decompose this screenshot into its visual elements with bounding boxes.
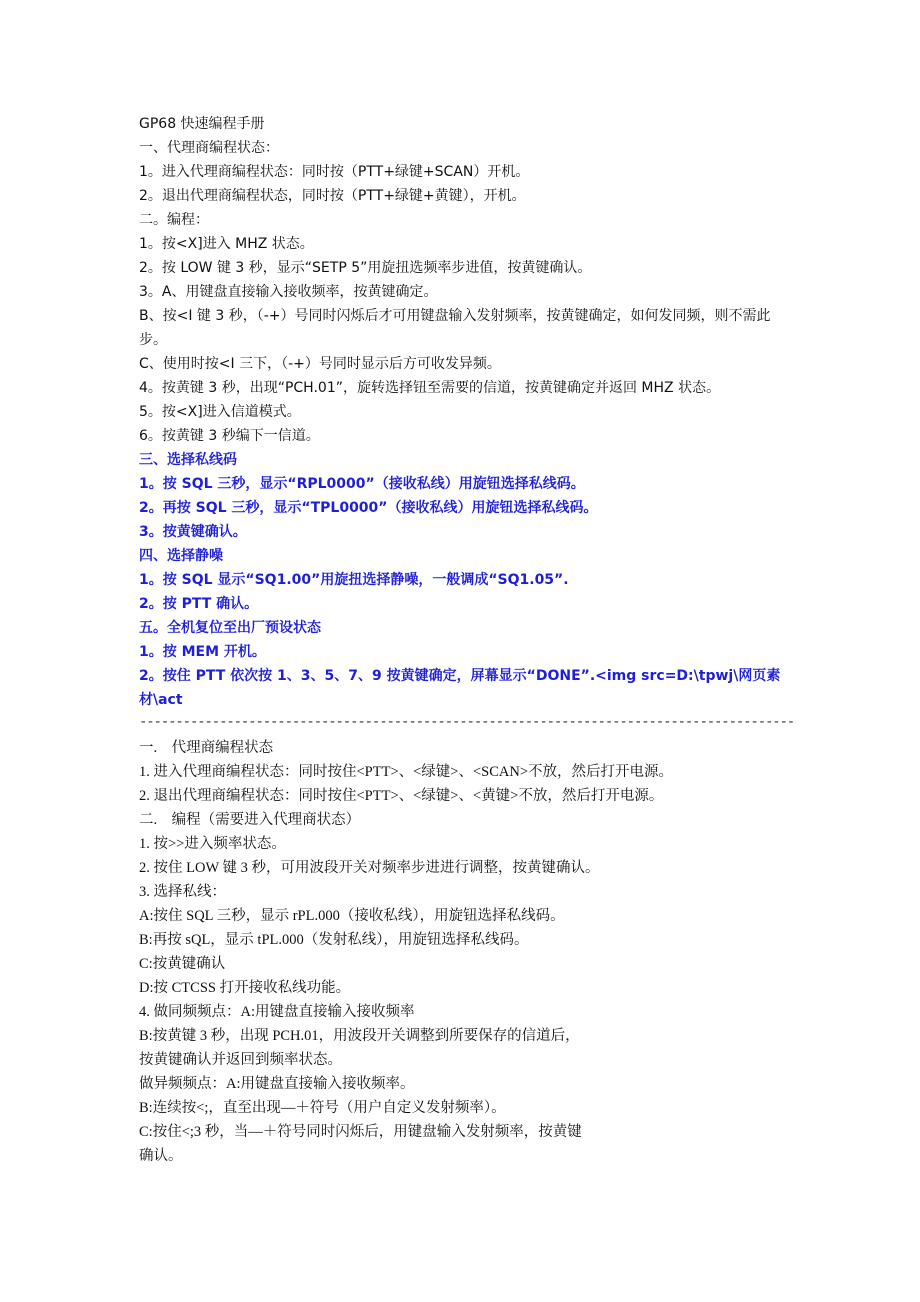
instruction-line: 1。进入代理商编程状态：同时按（PTT+绿键+SCAN）开机。 (139, 164, 530, 180)
instruction-line: D:按 CTCSS 打开接收私线功能。 (139, 980, 351, 996)
instruction-line: 2。按 LOW 键 3 秒，显示“SETP 5”用旋扭选频率步进值，按黄键确认。 (139, 260, 592, 276)
instruction-line: 2。按 PTT 确认。 (139, 596, 259, 612)
instruction-line: 1. 进入代理商编程状态：同时按住<PTT>、<绿键>、<SCAN>不放，然后打开电源。 (139, 764, 674, 780)
instruction-line: C:按住<;3 秒，当—＋符号同时闪烁后，用键盘输入发射频率，按黄键 (139, 1124, 582, 1140)
section-heading: 五。全机复位至出厂预设状态 (139, 620, 321, 636)
instruction-line: 做异频频点：A:用键盘直接输入接收频率。 (139, 1076, 415, 1092)
instruction-line: 3. 选择私线： (139, 884, 226, 900)
instruction-line: 2. 按住 LOW 键 3 秒，可用波段开关对频率步进进行调整，按黄键确认。 (139, 860, 600, 876)
instruction-line: B:按黄键 3 秒，出现 PCH.01，用波段开关调整到所要保存的信道后， (139, 1028, 580, 1044)
instruction-line: 1。按 SQL 显示“SQ1.00”用旋扭选择静噪，一般调成“SQ1.05”. (139, 572, 569, 588)
section-heading: 三、选择私线码 (139, 452, 237, 468)
instruction-line: 按黄键确认并返回到频率状态。 (139, 1052, 342, 1068)
document-title: GP68 快速编程手册 (139, 116, 265, 132)
instruction-line: C:按黄键确认 (139, 956, 226, 972)
section-heading: 一、代理商编程状态： (139, 140, 279, 156)
instruction-line: 2。退出代理商编程状态，同时按（PTT+绿键+黄键），开机。 (139, 188, 526, 204)
instruction-line: C、使用时按<I 三下，（-+）号同时显示后方可收发异频。 (139, 356, 501, 372)
instruction-line: 1。按 MEM 开机。 (139, 644, 266, 660)
instruction-line: 1。按<X]进入 MHZ 状态。 (139, 236, 314, 252)
instruction-line: B:再按 sQL，显示 tPL.000（发射私线），用旋钮选择私线码。 (139, 932, 529, 948)
section-heading: 四、选择静噪 (139, 548, 223, 564)
instruction-line: 1。按 SQL 三秒，显示“RPL0000”（接收私线）用旋钮选择私线码。 (139, 476, 585, 492)
instruction-line: 4. 做同频频点：A:用键盘直接输入接收频率 (139, 1004, 415, 1020)
instruction-line: A:按住 SQL 三秒，显示 rPL.000（接收私线），用旋钮选择私线码。 (139, 908, 565, 924)
instruction-line: 2。按住 PTT 依次按 1、3、5、7、9 按黄键确定，屏幕显示“DONE”.<img src=D:\tpwj\网页素材\act (139, 668, 781, 708)
instruction-line: B、按<I 键 3 秒，（-+）号同时闪烁后才可用键盘输入发射频率，按黄键确定，如何发同频，则不需此步。 (139, 308, 771, 348)
instruction-line: 确认。 (139, 1148, 183, 1164)
dashed-divider: ------------------------------------------------------------------------------------------ (139, 714, 795, 730)
instruction-line: 2。再按 SQL 三秒，显示“TPL0000”（接收私线）用旋钮选择私线码。 (139, 500, 598, 516)
instruction-line: 2. 退出代理商编程状态：同时按住<PTT>、<绿键>、<黄键>不放，然后打开电源。 (139, 788, 664, 804)
document-page (139, 112, 795, 1168)
instruction-line: 4。按黄键 3 秒，出现“PCH.01”，旋转选择钮至需要的信道，按黄键确定并返回 MHZ 状态。 (139, 380, 721, 396)
instruction-line: 3。按黄键确认。 (139, 524, 247, 540)
section-heading: 二。编程： (139, 212, 209, 228)
instruction-line: 3。A、用键盘直接输入接收频率，按黄键确定。 (139, 284, 438, 300)
instruction-line: 5。按<X]进入信道模式。 (139, 404, 301, 420)
instruction-line: 1. 按>>进入频率状态。 (139, 836, 286, 852)
section-heading: 二. 编程（需要进入代理商状态） (139, 812, 361, 828)
section-heading: 一. 代理商编程状态 (139, 740, 274, 756)
instruction-line: 6。按黄键 3 秒编下一信道。 (139, 428, 320, 444)
instruction-line: B:连续按<;，直至出现—＋符号（用户自定义发射频率）。 (139, 1100, 506, 1116)
